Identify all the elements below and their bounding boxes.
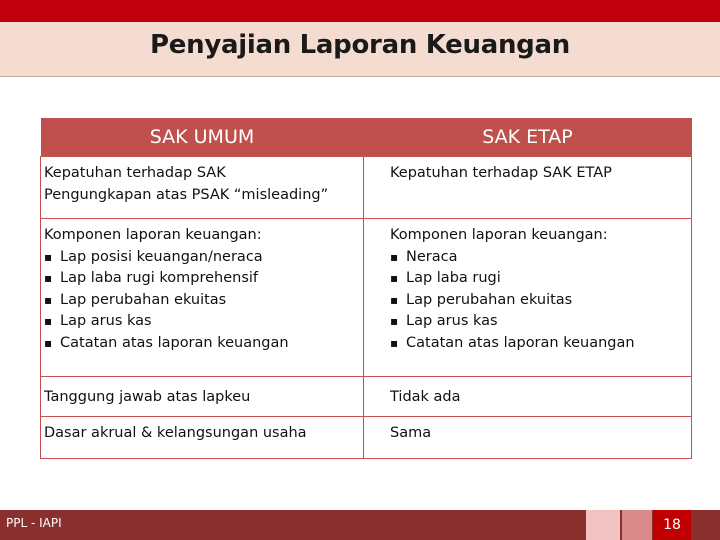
list-item: ▪ Catatan atas laporan keuangan xyxy=(44,333,360,355)
table-row xyxy=(41,417,692,459)
components-heading: Komponen laporan keuangan: xyxy=(44,227,262,243)
cell-compliance-umum xyxy=(41,157,364,219)
footer-decor-square xyxy=(586,510,620,540)
cell-responsibility-etap: Tidak ada xyxy=(364,377,692,417)
header-sak-umum: SAK UMUM xyxy=(41,118,364,157)
table-row xyxy=(41,157,692,219)
cell-components-umum xyxy=(41,219,364,377)
list-item: ▪ Lap perubahan ekuitas xyxy=(44,290,360,312)
header-sak-etap: SAK ETAP xyxy=(364,118,692,157)
cell-responsibility-umum: Tanggung jawab atas lapkeu xyxy=(41,377,364,417)
page-number: 18 xyxy=(653,510,691,540)
cell-components-etap xyxy=(364,219,692,377)
cell-line: Kepatuhan terhadap SAK xyxy=(44,165,226,181)
footer-decor-square xyxy=(692,510,720,540)
list-item: ▪ Neraca xyxy=(390,247,688,269)
comparison-table xyxy=(40,118,692,459)
footer-decor-square xyxy=(622,510,652,540)
list-item: ▪ Lap laba rugi xyxy=(390,268,688,290)
components-heading: Komponen laporan keuangan: xyxy=(390,227,608,243)
list-item: ▪ Lap laba rugi komprehensif xyxy=(44,268,360,290)
cell-accrual-umum: Dasar akrual & kelangsungan usaha xyxy=(41,417,364,459)
list-item: ▪ Lap arus kas xyxy=(44,311,360,333)
list-item: ▪ Catatan atas laporan keuangan xyxy=(390,333,688,355)
list-item: ▪ Lap posisi keuangan/neraca xyxy=(44,247,360,269)
list-item: ▪ Lap arus kas xyxy=(390,311,688,333)
footer-label: PPL - IAPI xyxy=(6,516,62,530)
cell-line: Pengungkapan atas PSAK “misleading” xyxy=(44,186,329,203)
table-row xyxy=(41,219,692,377)
slide-title: Penyajian Laporan Keuangan xyxy=(150,30,570,60)
cell-line: Kepatuhan terhadap SAK ETAP xyxy=(390,165,612,181)
cell-compliance-etap xyxy=(364,157,692,219)
list-item: ▪ Lap perubahan ekuitas xyxy=(390,290,688,312)
top-accent-bar xyxy=(0,0,720,22)
table-header-row xyxy=(41,118,692,157)
table-row xyxy=(41,377,692,417)
cell-accrual-etap: Sama xyxy=(364,417,692,459)
